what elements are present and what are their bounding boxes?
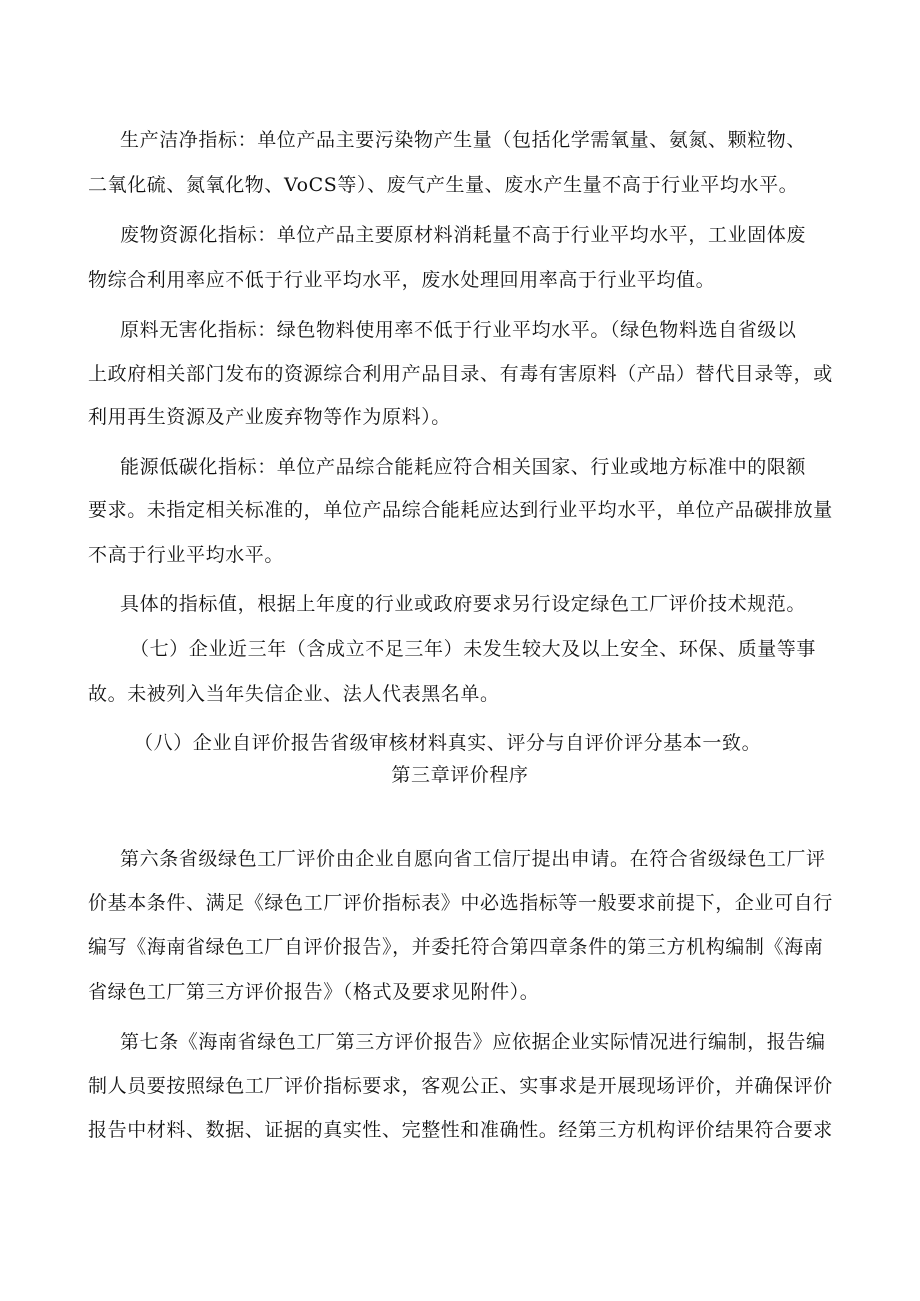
paragraph-line: 价基本条件、满足《绿色工厂评价指标表》中必选指标等一般要求前提下，企业可自行 — [88, 892, 833, 914]
paragraph-line: 不高于行业平均水平。 — [88, 544, 285, 566]
paragraph-line: 故。未被列入当年失信企业、法人代表黑名单。 — [88, 683, 500, 705]
paragraph-line: 二氧化硫、氮氧化物、VoCS等）、废气产生量、废水产生量不高于行业平均水平。 — [88, 174, 799, 196]
paragraph-line: 原料无害化指标：绿色物料使用率不低于行业平均水平。（绿色物料选自省级以 — [120, 319, 797, 341]
paragraph-line: 生产洁净指标：单位产品主要污染物产生量（包括化学需氧量、氨氮、颗粒物、 — [120, 129, 807, 151]
paragraph-line: 第七条《海南省绿色工厂第三方评价报告》应依据企业实际情况进行编制，报告编 — [120, 1031, 826, 1053]
paragraph-line: 上政府相关部门发布的资源综合利用产品目录、有毒有害原料（产品）替代目录等，或 — [88, 363, 833, 385]
paragraph-line: 要求。未指定相关标准的，单位产品综合能耗应达到行业平均水平，单位产品碳排放量 — [88, 499, 833, 521]
paragraph-line: 能源低碳化指标：单位产品综合能耗应符合相关国家、行业或地方标准中的限额 — [120, 456, 807, 478]
paragraph-line: 物综合利用率应不低于行业平均水平，废水处理回用率高于行业平均值。 — [88, 269, 716, 291]
paragraph-line: 利用再生资源及产业废弃物等作为原料）。 — [88, 406, 451, 428]
paragraph-line: 制人员要按照绿色工厂评价指标要求，客观公正、实事求是开展现场评价，并确保评价 — [88, 1075, 833, 1097]
paragraph-line: 编写《海南省绿色工厂自评价报告》，并委托符合第四章条件的第三方机构编制《海南 — [88, 936, 824, 958]
paragraph-line: （八）企业自评价报告省级审核材料真实、评分与自评价评分基本一致。 — [134, 732, 762, 754]
paragraph-line: 第六条省级绿色工厂评价由企业自愿向省工信厅提出申请。在符合省级绿色工厂评 — [120, 848, 826, 870]
paragraph-line: 报告中材料、数据、证据的真实性、完整性和准确性。经第三方机构评价结果符合要求 — [88, 1119, 833, 1141]
chapter-heading: 第三章评价程序 — [391, 764, 529, 786]
paragraph-line: 具体的指标值，根据上年度的行业或政府要求另行设定绿色工厂评价技术规范。 — [120, 593, 807, 615]
paragraph-line: （七）企业近三年（含成立不足三年）未发生较大及以上安全、环保、质量等事 — [130, 638, 817, 660]
paragraph-line: 废物资源化指标：单位产品主要原材料消耗量不高于行业平均水平，工业固体废 — [120, 224, 807, 246]
paragraph-line: 省绿色工厂第三方评价报告》（格式及要求见附件）。 — [88, 981, 540, 1003]
